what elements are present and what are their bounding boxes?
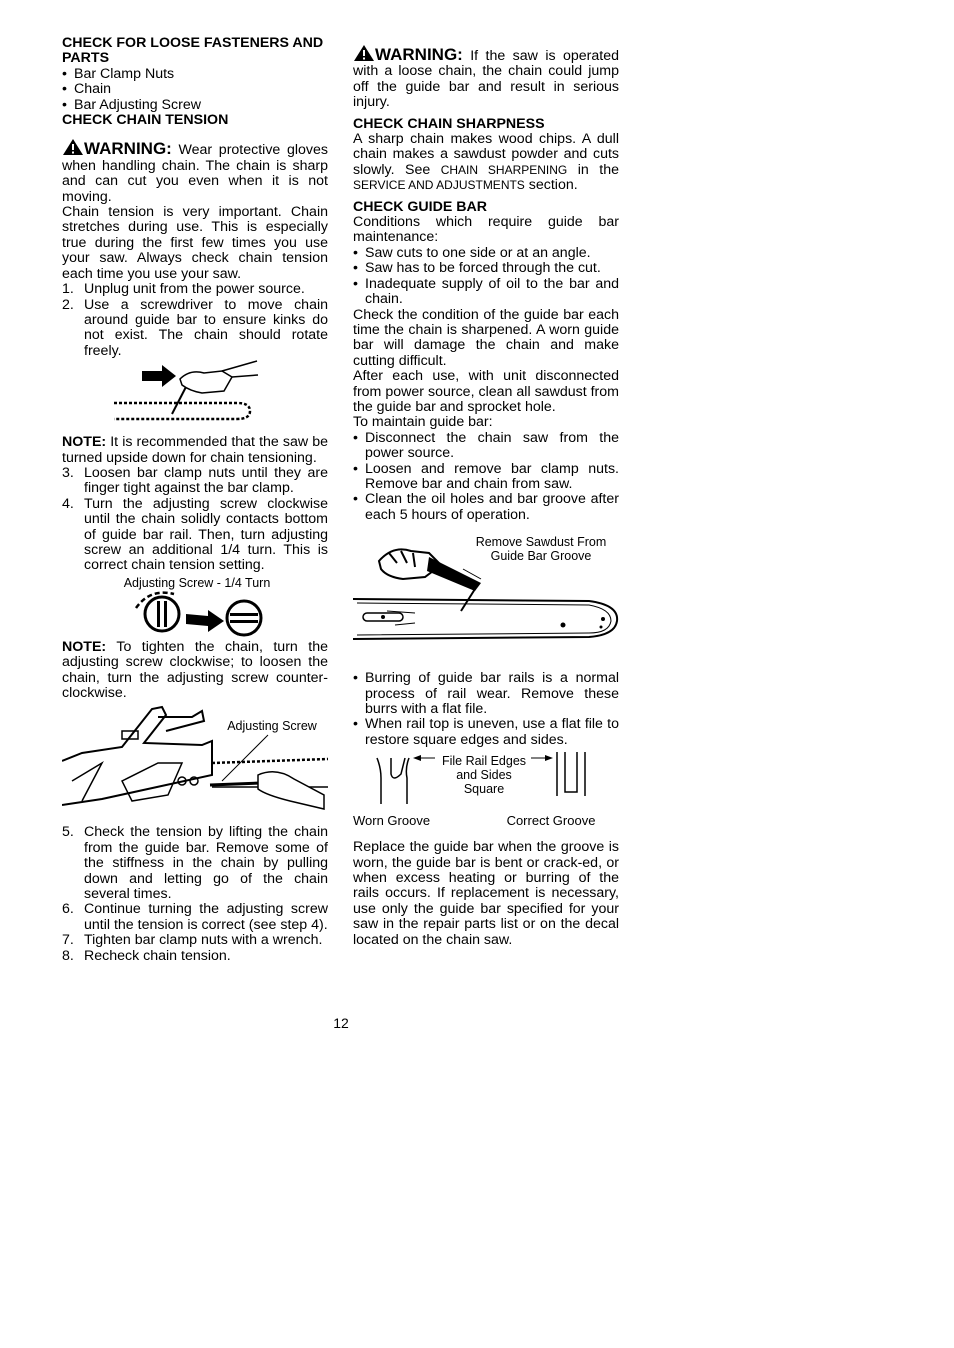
note-upside-down: NOTE: It is recommended that the saw be turned upside down for chain tensioning. xyxy=(62,434,328,466)
list-item: • Loosen and remove bar clamp nuts. Remove bar and chain from saw. xyxy=(353,460,619,492)
figure-caption: Remove Sawdust From Guide Bar Groove xyxy=(475,535,607,564)
replace-guide-bar-paragraph: Replace the guide bar when the groove is worn, the guide bar is bent or crack-ed, or when excess heating or burring of the rails occurs. If replacement is necessary, use only the guide bar specified for your saw in the repair parts list or on the decal located on the chain saw. xyxy=(353,839,619,948)
guide-bar-intro: Conditions which require guide bar maintenance: xyxy=(353,214,619,246)
guide-bar-paragraph: Check the condition of the guide bar each time the chain is sharpened. A worn guide bar will damage the chain and make cutting difficult. xyxy=(353,306,619,369)
heading-check-sharpness: CHECK CHAIN SHARPNESS xyxy=(353,115,545,132)
list-item: 8. Recheck chain tension. xyxy=(62,947,231,964)
worn-groove-label: Worn Groove xyxy=(353,813,431,829)
page-number: 12 xyxy=(333,1015,349,1031)
arrow-left-icon xyxy=(413,755,421,761)
warning-loose-chain: WARNING: If the saw is operated with a loose chain, the chain could jump off the guide bar and result in serious injury. xyxy=(353,45,619,111)
figure-clean-guide-bar xyxy=(353,523,619,671)
guide-bar-paragraph: After each use, with unit disconnected from power source, clean all sawdust from the guide bar and sprocket hole. xyxy=(353,368,619,415)
list-item: 2. Use a screwdriver to move chain around guide bar to ensure kinks do not exist. The chain should rotate freely. xyxy=(62,296,328,359)
warning-icon xyxy=(62,138,84,156)
right-column xyxy=(353,44,619,948)
left-column xyxy=(62,36,328,964)
list-item: • Bar Clamp Nuts xyxy=(62,65,175,82)
list-item: • Saw cuts to one side or at an angle. xyxy=(353,244,591,261)
arrow-right-icon xyxy=(545,755,553,761)
correct-groove-label: Correct Groove xyxy=(506,813,596,829)
file-rail-edges-label: File Rail Edges and Sides Square xyxy=(441,754,527,797)
figure-adjusting-screw-quarter-turn xyxy=(62,574,328,640)
arrow-right-icon xyxy=(186,610,224,632)
heading-check-fasteners: CHECK FOR LOOSE FASTENERS AND PARTS xyxy=(62,35,324,67)
list-item: • Burring of guide bar rails is a normal process of rail wear. Remove these burrs with a flat file. xyxy=(353,670,619,717)
arrow-right-icon xyxy=(142,365,176,387)
list-item: 7. Tighten bar clamp nuts with a wrench. xyxy=(62,932,323,949)
list-item: • Chain xyxy=(62,81,112,98)
figure-chainsaw-adjusting-screw xyxy=(62,701,328,825)
list-item: • Bar Adjusting Screw xyxy=(62,96,201,113)
list-item: 6. Continue turning the adjusting screw until the tension is correct (see step 4). xyxy=(62,901,328,933)
list-item: 5. Check the tension by lifting the chain from the guide bar. Remove some of the stiffness in the chain by pulling down and letting go of the chain several times. xyxy=(62,824,328,903)
figure-caption: Adjusting Screw - 1/4 Turn xyxy=(123,575,271,590)
heading-check-guide-bar: CHECK GUIDE BAR xyxy=(353,198,487,215)
list-item: • Inadequate supply of oil to the bar and chain. xyxy=(353,275,619,308)
sharpness-paragraph: A sharp chain makes wood chips. A dull chain makes a sawdust powder and cuts slowly. See CHAIN SHARPENING in the SERVICE AND ADJUSTMENTS section. xyxy=(353,131,619,194)
warning-icon xyxy=(353,44,375,62)
figure-screwdriver-chain xyxy=(62,359,328,435)
figure-grooves xyxy=(353,748,619,834)
list-item: • Clean the oil holes and bar groove after each 5 hours of operation. xyxy=(353,491,619,523)
guide-bar-paragraph: To maintain guide bar: xyxy=(353,414,493,431)
list-item: 4. Turn the adjusting screw clockwise until the chain solidly contacts bottom of guide bar rail. Then, turn adjusting screw an additional 1/4 turn. This is correct chain tension setting. xyxy=(62,495,328,574)
heading-check-tension: CHECK CHAIN TENSION xyxy=(62,112,229,129)
list-item: • Disconnect the chain saw from the power source. xyxy=(353,429,619,462)
list-item: 1. Unplug unit from the power source. xyxy=(62,281,305,298)
note-tighten: NOTE: To tighten the chain, turn the adjusting screw clockwise; to loosen the chain, turn the adjusting screw counter-clockwise. xyxy=(62,638,328,701)
warning-gloves: WARNING: Wear protective gloves when handling chain. The chain is sharp and can cut you even when it is not moving. xyxy=(62,139,328,205)
tension-paragraph: Chain tension is very important. Chain stretches during use. This is especially true during the first few times you use your saw. Always check chain tension each time you use your saw. xyxy=(62,204,328,282)
list-item: • Saw has to be forced through the cut. xyxy=(353,260,601,277)
list-item: 3. Loosen bar clamp nuts until they are finger tight against the bar clamp. xyxy=(62,464,328,497)
list-item: • When rail top is uneven, use a flat file to restore square edges and sides. xyxy=(353,716,619,748)
figure-caption: Adjusting Screw xyxy=(227,719,317,734)
